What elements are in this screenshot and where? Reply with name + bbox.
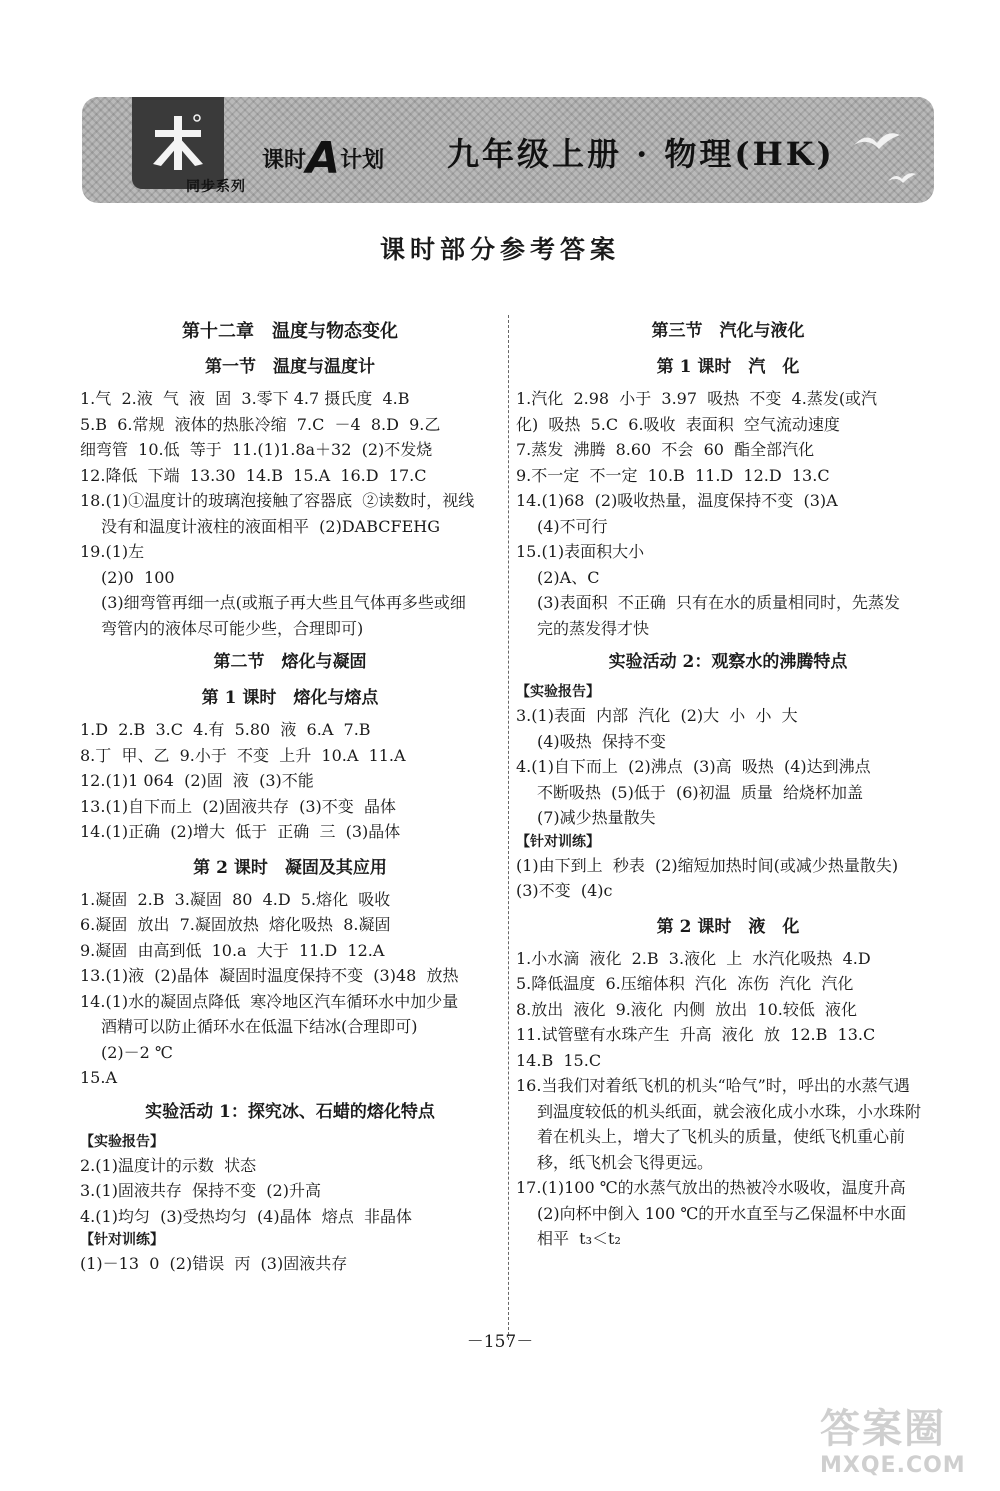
- answer-line: (2)－2 ℃: [101, 1042, 173, 1062]
- answer-line: 9.凝固 由高到低 10.a 大于 11.D 12.A: [80, 940, 385, 960]
- section-heading: 实验活动 2：观察水的沸腾特点: [608, 652, 848, 672]
- section-heading: 第二节 熔化与凝固: [213, 652, 367, 672]
- subsection-label: 【针对训练】: [516, 833, 600, 850]
- answer-line: 移，纸飞机会飞得更远。: [537, 1152, 714, 1172]
- lesson-heading: 第 1 课时 熔化与熔点: [201, 688, 379, 708]
- book-title: 九年级上册 · 物理(HK): [447, 135, 835, 173]
- chapter-heading: 第十二章 温度与物态变化: [182, 321, 398, 342]
- answer-line: 细弯管 10.低 等于 11.(1)1.8a＋32 (2)不发烧: [80, 440, 433, 459]
- answer-line: 5.B 6.常规 液体的热胀冷缩 7.C －4 8.D 9.乙: [80, 414, 441, 434]
- answer-line: 18.(1)①温度计的玻璃泡接触了容器底 ②读数时，视线: [80, 491, 475, 510]
- answer-line: 4.(1)自下而上 (2)沸点 (3)高 吸热 (4)达到沸点: [516, 757, 871, 776]
- answer-line: 3.(1)表面 内部 汽化 (2)大 小 小 大: [516, 706, 798, 725]
- answer-line: 没有和温度计液柱的液面相平 (2)DABCFEHG: [101, 516, 441, 536]
- answer-line: (4)吸热 保持不变: [537, 731, 666, 751]
- answer-line: 着在机头上，增大了飞机头的质量，使纸飞机重心前: [537, 1127, 906, 1146]
- series-label: 同步系列: [186, 179, 246, 195]
- answer-line: 相平 t₃＜t₂: [537, 1229, 621, 1248]
- answer-line: 12.(1)1 064 (2)固 液 (3)不能: [80, 771, 314, 790]
- answer-line: (2)0 100: [101, 567, 175, 587]
- answer-line: (2)向杯中倒入 100 ℃的开水直至与乙保温杯中水面: [537, 1203, 907, 1223]
- answer-line: 酒精可以防止循环水在低温下结冰(合理即可): [101, 1017, 418, 1036]
- answer-line: 1.凝固 2.B 3.凝固 80 4.D 5.熔化 吸收: [80, 889, 391, 909]
- answer-line: 13.(1)液 (2)晶体 凝固时温度保持不变 (3)48 放热: [80, 966, 459, 985]
- answer-line: 不断吸热 (5)低于 (6)初温 质量 给烧杯加盖: [537, 782, 864, 802]
- answer-line: 1.D 2.B 3.C 4.有 5.80 液 6.A 7.B: [80, 720, 371, 739]
- page-number: －157－: [466, 1332, 534, 1352]
- answer-line: 11.试管壁有水珠产生 升高 液化 放 12.B 13.C: [516, 1025, 876, 1044]
- answer-line: (2)A、C: [537, 567, 600, 587]
- watermark-url: MXQE.COM: [820, 1453, 966, 1478]
- answer-line: 15.(1)表面积大小: [516, 542, 645, 561]
- answer-line: 7.蒸发 沸腾 8.60 不会 60 酯全部汽化: [516, 440, 815, 459]
- answer-line: 14.(1)水的凝固点降低 寒冷地区汽车循环水中加少量: [80, 991, 459, 1011]
- answer-line: 8.丁 甲、乙 9.小于 不变 上升 10.A 11.A: [80, 745, 406, 765]
- bird-icon: [852, 127, 902, 157]
- bird-icon-small: [887, 169, 917, 187]
- answer-line: 化) 吸热 5.C 6.吸收 表面积 空气流动速度: [516, 414, 840, 434]
- left-column: [80, 310, 500, 1277]
- answer-line: 19.(1)左: [80, 542, 145, 561]
- lesson-heading: 第 1 课时 汽 化: [656, 357, 800, 377]
- brand-letter: A: [306, 133, 341, 184]
- answer-line: 到温度较低的机头纸面，就会液化成小水珠，小水珠附: [537, 1101, 922, 1121]
- answer-line: 14.(1)68 (2)吸收热量，温度保持不变 (3)A: [516, 491, 838, 510]
- brand-suffix: 计划: [340, 148, 385, 173]
- answer-line: (1)由下到上 秒表 (2)缩短加热时间(或减少热量散失): [516, 855, 899, 875]
- answer-line: 1.小水滴 液化 2.B 3.液化 上 水汽化吸热 4.D: [516, 948, 871, 968]
- answer-line: 13.(1)自下而上 (2)固液共存 (3)不变 晶体: [80, 796, 396, 816]
- tree-logo-icon: [143, 108, 213, 178]
- answer-line: (1)－13 0 (2)错误 丙 (3)固液共存: [80, 1254, 348, 1273]
- watermark-text: 答案圈: [820, 1406, 946, 1452]
- answer-line: 9.不一定 不一定 10.B 11.D 12.D 13.C: [516, 465, 830, 485]
- brand-name: [262, 127, 385, 184]
- answer-line: (3)不变 (4)c: [516, 881, 613, 900]
- subsection-label: 【实验报告】: [80, 1133, 164, 1150]
- answer-line: 16.当我们对着纸飞机的机头“哈气”时，呼出的水蒸气遇: [516, 1076, 910, 1095]
- right-column: [516, 310, 940, 1252]
- answer-line: (7)减少热量散失: [537, 808, 656, 827]
- section-heading: 第三节 汽化与液化: [651, 321, 805, 341]
- subsection-label: 【实验报告】: [516, 684, 600, 700]
- section-heading: 实验活动 1：探究冰、石蜡的熔化特点: [145, 1101, 435, 1122]
- answer-line: 弯管内的液体尽可能少些，合理即可): [101, 618, 364, 638]
- answer-line: 1.汽化 2.98 小于 3.97 吸热 不变 4.蒸发(或汽: [516, 389, 878, 408]
- answer-line: 14.B 15.C: [516, 1050, 602, 1070]
- answer-line: 6.凝固 放出 7.凝固放热 熔化吸热 8.凝固: [80, 915, 391, 934]
- answer-line: 15.A: [80, 1068, 117, 1087]
- answer-line: 2.(1)温度计的示数 状态: [80, 1155, 257, 1175]
- answer-line: 3.(1)固液共存 保持不变 (2)升高: [80, 1181, 321, 1200]
- page-heading: 课时部分参考答案: [379, 235, 620, 264]
- lesson-heading: 第 2 课时 凝固及其应用: [193, 857, 387, 878]
- brand-prefix: 课时: [262, 148, 307, 173]
- answer-line: 8.放出 液化 9.液化 内侧 放出 10.较低 液化: [516, 999, 858, 1019]
- column-divider: [508, 315, 509, 1340]
- answer-line: 1.气 2.液 气 液 固 3.零下 4.7 摄氏度 4.B: [80, 389, 410, 408]
- answer-line: (4)不可行: [537, 516, 608, 536]
- answer-line: 完的蒸发得才快: [537, 618, 650, 638]
- answer-line: 17.(1)100 ℃的水蒸气放出的热被冷水吸收，温度升高: [516, 1178, 906, 1197]
- lesson-heading: 第 2 课时 液 化: [656, 916, 800, 937]
- subsection-label: 【针对训练】: [80, 1232, 164, 1248]
- answer-line: 14.(1)正确 (2)增大 低于 正确 三 (3)晶体: [80, 822, 401, 841]
- site-watermark: [820, 1405, 985, 1485]
- answer-line: 4.(1)均匀 (3)受热均匀 (4)晶体 熔点 非晶体: [80, 1206, 412, 1226]
- answer-line: (3)表面积 不正确 只有在水的质量相同时，先蒸发: [537, 593, 901, 612]
- answer-line: 12.降低 下端 13.30 14.B 15.A 16.D 17.C: [80, 465, 427, 485]
- section-heading: 第一节 温度与温度计: [205, 357, 375, 377]
- answer-line: (3)细弯管再细一点(或瓶子再大些且气体再多些或细: [101, 593, 466, 612]
- header-banner: [82, 97, 934, 203]
- answer-line: 5.降低温度 6.压缩体积 汽化 冻伤 汽化 汽化: [516, 974, 854, 993]
